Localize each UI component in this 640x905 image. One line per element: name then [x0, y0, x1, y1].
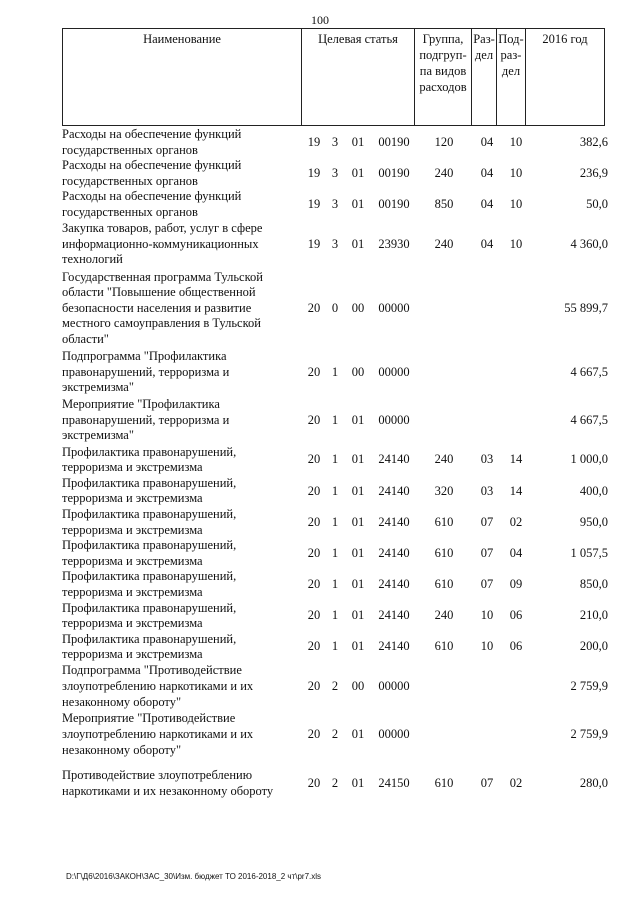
cell-a: 20 — [307, 412, 321, 427]
page-number: 100 — [311, 13, 329, 27]
cell-b: 1 — [331, 639, 339, 654]
cell-grp: 610 — [434, 776, 454, 791]
cell-rz: 07 — [480, 545, 494, 560]
cell-rz: 10 — [480, 639, 494, 654]
cell-name: Подпрограмма "Противодействие злоупотреблению наркотиками и их незаконному обороту" — [62, 663, 254, 709]
cell-a: 20 — [307, 776, 321, 791]
cell-c: 01 — [351, 608, 365, 623]
cell-b: 1 — [331, 364, 339, 379]
cell-b: 1 — [331, 483, 339, 498]
cell-sum: 210,0 — [579, 608, 608, 623]
header-target: Целевая статья — [302, 29, 415, 126]
cell-b: 1 — [331, 452, 339, 467]
cell-grp: 240 — [434, 165, 454, 180]
cell-name: Профилактика правонарушений, терроризма и экстремизма — [62, 506, 237, 537]
header-group: Группа, подгруп-па видов расходов — [415, 29, 472, 126]
cell-d: 00000 — [378, 300, 410, 315]
cell-name: Профилактика правонарушений, терроризма и экстремизма — [62, 444, 237, 475]
table-header — [62, 28, 605, 126]
cell-pr: 14 — [509, 483, 523, 498]
cell-rz — [472, 397, 502, 445]
cell-a: 20 — [307, 514, 321, 529]
cell-name: Противодействие злоупотреблению наркотиками и их незаконному обороту — [62, 768, 274, 798]
cell-sum: 382,6 — [579, 134, 608, 149]
cell-name: Мероприятие "Противодействие злоупотреблению наркотиками и их незаконному обороту" — [62, 711, 254, 757]
cell-a: 20 — [307, 300, 321, 315]
cell-name: Профилактика правонарушений, терроризма и экстремизма — [62, 631, 237, 662]
cell-d: 24140 — [378, 608, 410, 623]
cell-name: Профилактика правонарушений, терроризма и экстремизма — [62, 600, 237, 631]
cell-grp: 610 — [434, 514, 454, 529]
table-row — [62, 759, 616, 809]
table-row — [62, 349, 616, 397]
cell-rz: 07 — [480, 776, 494, 791]
table-row — [62, 569, 616, 600]
cell-sum: 950,0 — [579, 514, 608, 529]
cell-name: Подпрограмма "Профилактика правонарушений, терроризма и экстремизма" — [62, 349, 230, 395]
cell-pr: 09 — [509, 577, 523, 592]
cell-d: 00000 — [378, 679, 410, 694]
cell-b: 1 — [331, 545, 339, 560]
cell-d: 00000 — [378, 727, 410, 742]
cell-b: 3 — [331, 236, 339, 251]
cell-sum: 2 759,9 — [570, 727, 608, 742]
cell-grp — [416, 397, 472, 445]
header-podrazdel: Под-раз-дел — [497, 29, 526, 126]
cell-sum: 200,0 — [579, 639, 608, 654]
cell-b: 0 — [331, 300, 339, 315]
cell-sum: 4 667,5 — [570, 364, 608, 379]
cell-grp: 850 — [434, 197, 454, 212]
cell-pr: 10 — [509, 134, 523, 149]
cell-pr — [502, 397, 530, 445]
cell-pr: 04 — [509, 545, 523, 560]
cell-a: 19 — [307, 236, 321, 251]
cell-c: 01 — [351, 452, 365, 467]
cell-grp — [416, 663, 472, 711]
table-row — [62, 663, 616, 711]
cell-b: 1 — [331, 577, 339, 592]
cell-d: 24140 — [378, 639, 410, 654]
cell-b: 3 — [331, 197, 339, 212]
cell-pr — [502, 663, 530, 711]
cell-rz: 03 — [480, 483, 494, 498]
cell-c: 01 — [351, 134, 365, 149]
cell-sum: 236,9 — [579, 165, 608, 180]
cell-d: 23930 — [378, 236, 410, 251]
cell-sum: 280,0 — [579, 776, 608, 791]
cell-pr — [502, 349, 530, 397]
table-row — [62, 632, 616, 663]
cell-a: 20 — [307, 452, 321, 467]
cell-b: 2 — [331, 727, 339, 742]
cell-a: 20 — [307, 727, 321, 742]
cell-c: 00 — [351, 300, 365, 315]
cell-c: 01 — [351, 545, 365, 560]
cell-pr: 06 — [509, 639, 523, 654]
cell-c: 00 — [351, 364, 365, 379]
cell-d: 00190 — [378, 165, 410, 180]
cell-pr: 02 — [509, 514, 523, 529]
cell-rz: 04 — [480, 134, 494, 149]
cell-c: 01 — [351, 165, 365, 180]
cell-sum: 2 759,9 — [570, 679, 608, 694]
cell-grp: 610 — [434, 545, 454, 560]
cell-b: 3 — [331, 165, 339, 180]
cell-rz — [472, 349, 502, 397]
cell-sum: 55 899,7 — [564, 300, 608, 315]
cell-name: Мероприятие "Профилактика правонарушений, терроризма и экстремизма" — [62, 397, 230, 443]
cell-b: 1 — [331, 514, 339, 529]
cell-rz — [472, 663, 502, 711]
cell-name: Расходы на обеспечение функций государственных органов — [62, 189, 242, 219]
cell-a: 20 — [307, 364, 321, 379]
cell-d: 24140 — [378, 483, 410, 498]
cell-b: 2 — [331, 776, 339, 791]
cell-d: 24140 — [378, 452, 410, 467]
cell-rz — [472, 711, 502, 759]
cell-name: Закупка товаров, работ, услуг в сфере информационно-коммуникационных технологий — [62, 221, 263, 267]
cell-b: 2 — [331, 679, 339, 694]
cell-grp — [416, 349, 472, 397]
cell-pr: 14 — [509, 452, 523, 467]
cell-name: Профилактика правонарушений, терроризма и экстремизма — [62, 569, 237, 599]
cell-d: 00190 — [378, 134, 410, 149]
cell-name: Профилактика правонарушений, терроризма и экстремизма — [62, 475, 237, 506]
cell-pr: 10 — [509, 197, 523, 212]
file-path-footer: D:\Г\Д6\2016\ЗАКОН\ЗАС_30\Изм. бюджет ТО 2016-2018_2 чт\pr7.xls — [66, 872, 322, 881]
cell-sum: 1 000,0 — [570, 452, 608, 467]
cell-a: 20 — [307, 577, 321, 592]
cell-d: 24140 — [378, 514, 410, 529]
cell-rz: 03 — [480, 452, 494, 467]
cell-a: 20 — [307, 679, 321, 694]
cell-a: 20 — [307, 545, 321, 560]
cell-sum: 4 667,5 — [570, 412, 608, 427]
cell-d: 00190 — [378, 197, 410, 212]
table-row — [62, 158, 616, 189]
cell-d: 24140 — [378, 545, 410, 560]
cell-a: 20 — [307, 639, 321, 654]
cell-name: Государственная программа Тульской области "Повышение общественной безопасности населения и развитие местного самоуправления в Тульской области" — [62, 269, 263, 346]
cell-d: 00000 — [378, 412, 410, 427]
cell-c: 01 — [351, 197, 365, 212]
cell-pr — [502, 269, 530, 349]
cell-d: 24140 — [378, 577, 410, 592]
table-row — [62, 538, 616, 569]
cell-b: 1 — [331, 608, 339, 623]
cell-sum: 400,0 — [579, 483, 608, 498]
cell-a: 19 — [307, 197, 321, 212]
table-row — [62, 601, 616, 632]
cell-c: 01 — [351, 483, 365, 498]
cell-rz: 04 — [480, 197, 494, 212]
cell-a: 19 — [307, 134, 321, 149]
table-row — [62, 711, 616, 759]
cell-pr: 06 — [509, 608, 523, 623]
cell-c: 01 — [351, 577, 365, 592]
header-razdel: Раз-дел — [472, 29, 497, 126]
cell-c: 01 — [351, 727, 365, 742]
cell-grp: 610 — [434, 577, 454, 592]
cell-grp — [416, 711, 472, 759]
cell-pr: 02 — [509, 776, 523, 791]
cell-rz: 04 — [480, 236, 494, 251]
cell-d: 24150 — [378, 776, 410, 791]
cell-c: 01 — [351, 236, 365, 251]
table-row — [62, 221, 616, 269]
cell-grp: 240 — [434, 608, 454, 623]
cell-grp: 240 — [434, 236, 454, 251]
cell-grp: 320 — [434, 483, 454, 498]
cell-sum: 50,0 — [586, 197, 608, 212]
cell-pr: 10 — [509, 165, 523, 180]
cell-name: Расходы на обеспечение функций государственных органов — [62, 127, 242, 157]
cell-pr — [502, 711, 530, 759]
header-name: Наименование — [63, 29, 302, 126]
cell-b: 1 — [331, 412, 339, 427]
cell-pr: 10 — [509, 236, 523, 251]
cell-name: Расходы на обеспечение функций государственных органов — [62, 158, 242, 188]
cell-a: 20 — [307, 608, 321, 623]
cell-rz: 07 — [480, 577, 494, 592]
cell-d: 00000 — [378, 364, 410, 379]
table-row — [62, 445, 616, 476]
header-year: 2016 год — [526, 29, 605, 126]
table-row — [62, 397, 616, 445]
cell-grp — [416, 269, 472, 349]
cell-grp: 610 — [434, 639, 454, 654]
cell-c: 01 — [351, 639, 365, 654]
cell-rz — [472, 269, 502, 349]
cell-sum: 850,0 — [579, 577, 608, 592]
cell-c: 00 — [351, 679, 365, 694]
table-row — [62, 127, 616, 158]
table-row — [62, 269, 616, 349]
cell-a: 20 — [307, 483, 321, 498]
cell-grp: 240 — [434, 452, 454, 467]
cell-c: 01 — [351, 412, 365, 427]
table-row — [62, 476, 616, 507]
cell-grp: 120 — [434, 134, 454, 149]
budget-table — [62, 127, 616, 809]
cell-a: 19 — [307, 165, 321, 180]
cell-c: 01 — [351, 514, 365, 529]
cell-rz: 10 — [480, 608, 494, 623]
table-row — [62, 189, 616, 220]
cell-c: 01 — [351, 776, 365, 791]
cell-rz: 04 — [480, 165, 494, 180]
cell-b: 3 — [331, 134, 339, 149]
table-row — [62, 507, 616, 538]
cell-name: Профилактика правонарушений, терроризма и экстремизма — [62, 538, 237, 568]
cell-rz: 07 — [480, 514, 494, 529]
cell-sum: 1 057,5 — [570, 545, 608, 560]
cell-sum: 4 360,0 — [570, 236, 608, 251]
